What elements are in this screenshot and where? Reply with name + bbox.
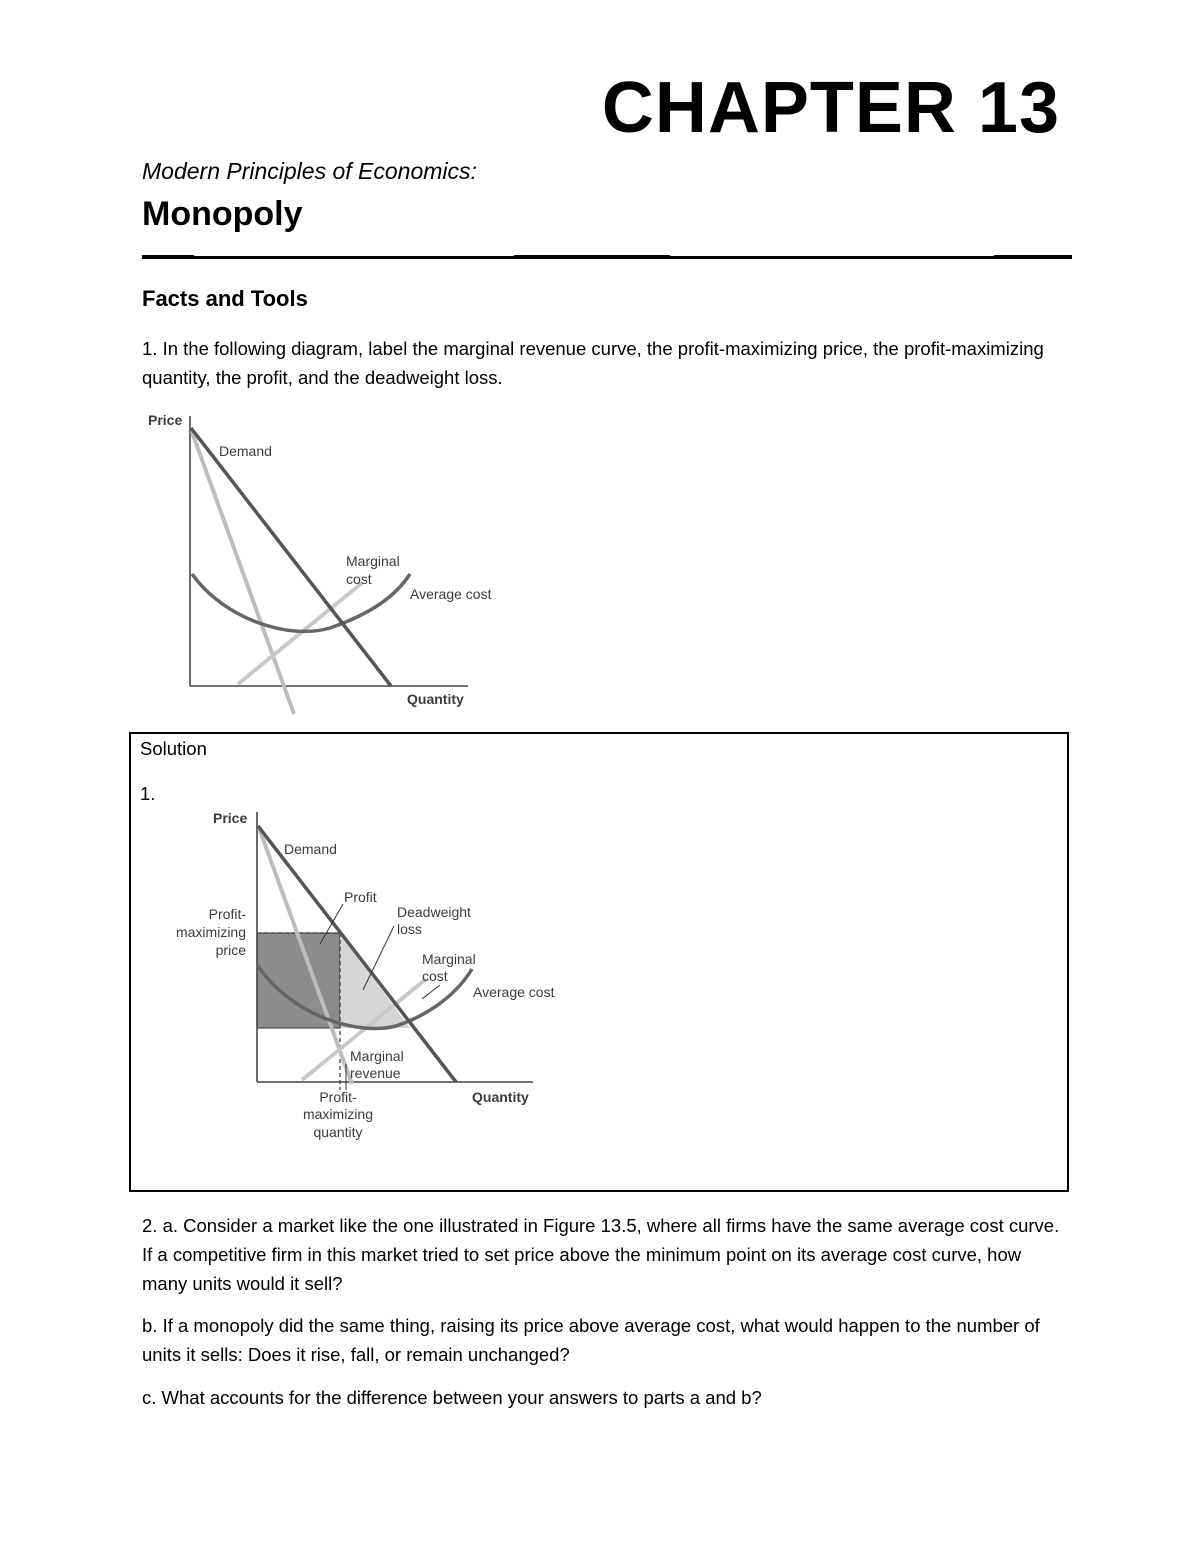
solution-number: 1.: [140, 783, 156, 804]
question-2c-text: c. What accounts for the difference between your answers to parts a and b?: [142, 1387, 762, 1408]
price-label-line2: maximizing: [175, 924, 246, 940]
page-title: Monopoly: [142, 195, 303, 233]
mc-pointer: [422, 985, 440, 999]
book-title: Modern Principles of Economics:: [142, 158, 477, 184]
section-heading: Facts and Tools: [142, 286, 308, 311]
figure-1-price-label: Price: [148, 412, 183, 428]
solution-mc-label-line1: Marginal: [422, 951, 476, 967]
deadweight-label-line1: Deadweight: [397, 904, 471, 920]
qty-label-line2: maximizing: [302, 1106, 374, 1122]
question-1-text: 1. In the following diagram, label the marginal revenue curve, the profit-maximizing price, the profit-maximizing quantity, the profit, and the deadweight loss.: [142, 338, 1044, 388]
solution-heading: Solution: [140, 738, 207, 759]
solution-price-label: Price: [213, 810, 248, 826]
figure-1-mc-label-line2: cost: [346, 571, 372, 587]
mr-label-line1: Marginal: [350, 1048, 404, 1064]
price-label-line1: Profit-: [208, 906, 246, 922]
figure-1-mc-label-line1: Marginal: [346, 553, 400, 569]
solution-ac-label: Average cost: [473, 984, 555, 1000]
profit-label: Profit: [344, 889, 377, 905]
figure-1-ac-label: Average cost: [410, 586, 492, 602]
qty-label-line1: Profit-: [319, 1089, 357, 1105]
figure-1-demand-label: Demand: [219, 443, 272, 459]
question-2b-text: b. If a monopoly did the same thing, raising its price above average cost, what would happen to the number of units it sells: Does it rise, fall, or remain unchanged?: [142, 1315, 1040, 1365]
chapter-heading: CHAPTER 13: [601, 68, 1060, 148]
mr-label-line2: revenue: [350, 1065, 401, 1081]
solution-quantity-label: Quantity: [472, 1089, 529, 1105]
solution-demand-label: Demand: [284, 841, 337, 857]
qty-label-line3: quantity: [313, 1124, 363, 1140]
price-label-line3: price: [215, 942, 246, 958]
solution-mc-label-line2: cost: [422, 968, 448, 984]
figure-1-quantity-label: Quantity: [407, 691, 464, 707]
deadweight-label-line2: loss: [397, 921, 422, 937]
question-2a-text: 2. a. Consider a market like the one illustrated in Figure 13.5, where all firms have the same average cost curve. If a competitive firm in this market tried to set price above the minimum point on its average cost curve, how many units would it sell?: [142, 1215, 1060, 1294]
